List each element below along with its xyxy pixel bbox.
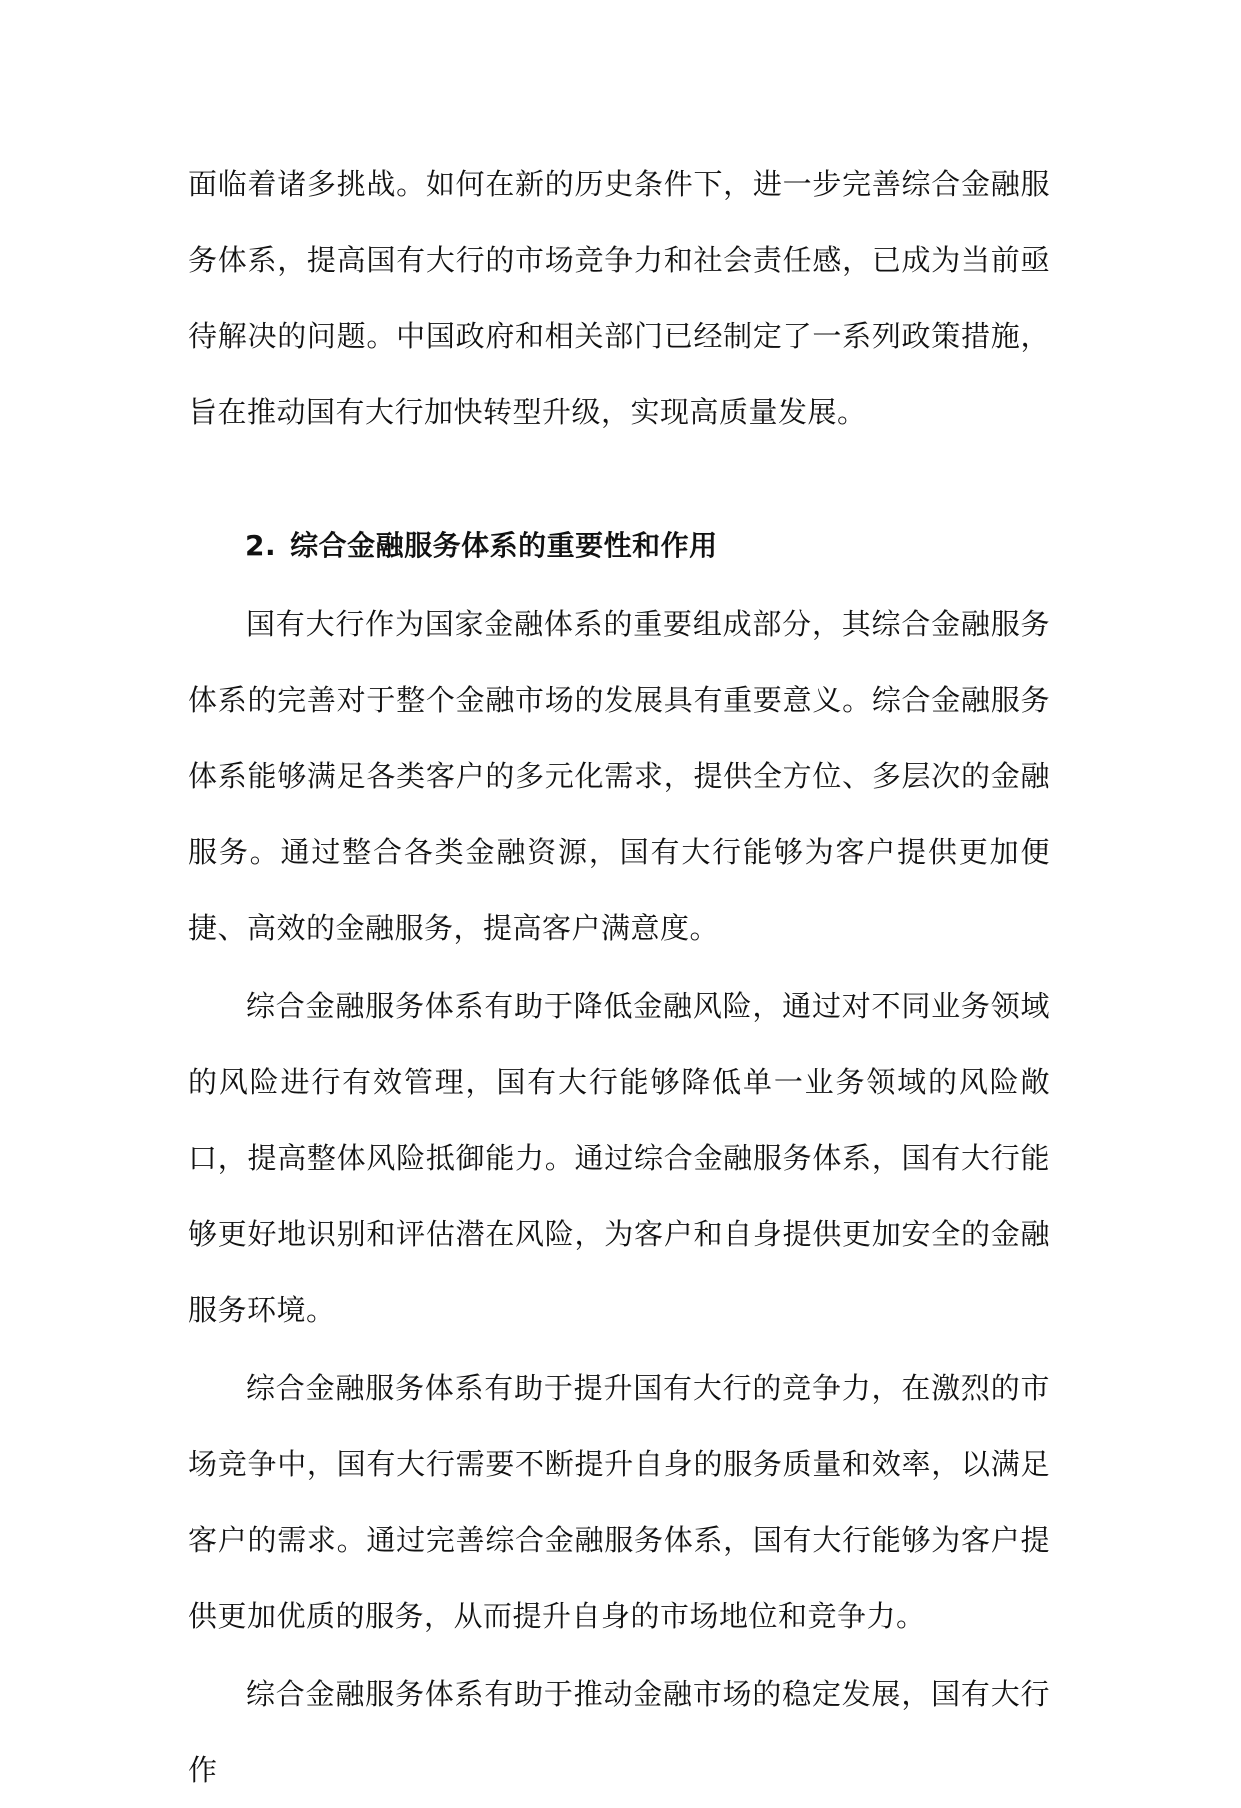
- body-paragraph-stability: 综合金融服务体系有助于推动金融市场的稳定发展，国有大行作: [188, 1677, 1050, 1787]
- section-heading: [188, 508, 1050, 584]
- body-paragraph-risk: 综合金融服务体系有助于降低金融风险，通过对不同业务领域的风险进行有效管理，国有大行能够降低单一业务领域的风险敞口，提高整体风险抵御能力。通过综合金融服务体系，国有大行能够更好地识别和评估潜在风险，为客户和自身提供更加安全的金融服务环境。: [188, 989, 1050, 1327]
- intro-paragraph: 面临着诸多挑战。如何在新的历史条件下，进一步完善综合金融服务体系，提高国有大行的市场竞争力和社会责任感，已成为当前亟待解决的问题。中国政府和相关部门已经制定了一系列政策措施，旨在推动国有大行加快转型升级，实现高质量发展。: [188, 167, 1050, 429]
- body-paragraph-competitiveness: 综合金融服务体系有助于提升国有大行的竞争力，在激烈的市场竞争中，国有大行需要不断提升自身的服务质量和效率，以满足客户的需求。通过完善综合金融服务体系，国有大行能够为客户提供更加优质的服务，从而提升自身的市场地位和竞争力。: [188, 1371, 1050, 1633]
- section-number: 2.: [245, 529, 277, 562]
- document-body: [188, 146, 1050, 1808]
- section-title: 综合金融服务体系的重要性和作用: [290, 529, 718, 562]
- body-paragraph-importance: 国有大行作为国家金融体系的重要组成部分，其综合金融服务体系的完善对于整个金融市场的发展具有重要意义。综合金融服务体系能够满足各类客户的多元化需求，提供全方位、多层次的金融服务。通过整合各类金融资源，国有大行能够为客户提供更加便捷、高效的金融服务，提高客户满意度。: [188, 607, 1050, 945]
